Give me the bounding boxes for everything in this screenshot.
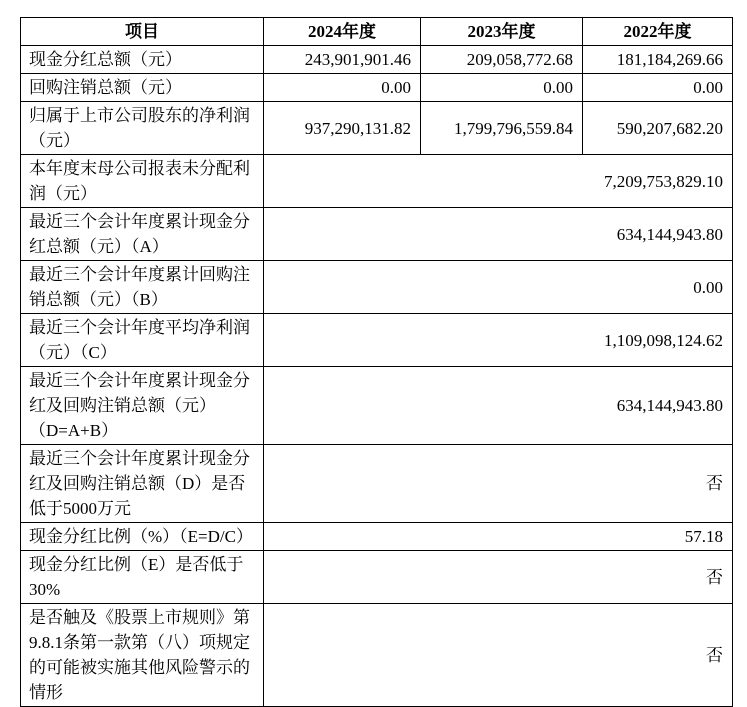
table-row [21,314,733,367]
row-label: 最近三个会计年度累计现金分红及回购注销总额（元）（D=A+B） [21,367,264,445]
cell-value: 0.00 [264,74,421,102]
row-label: 最近三个会计年度累计现金分红总额（元）（A） [21,208,264,261]
table-row [21,523,733,551]
column-header-1: 2024年度 [264,18,421,46]
cell-value-merged: 否 [264,445,733,523]
cell-value-merged: 634,144,943.80 [264,208,733,261]
cell-value: 209,058,772.68 [421,46,583,74]
header-row [21,18,733,46]
cell-value: 590,207,682.20 [583,102,733,155]
cell-value: 0.00 [583,74,733,102]
table-row [21,551,733,604]
dividend-table [20,17,733,707]
row-label: 是否触及《股票上市规则》第9.8.1条第一款第（八）项规定的可能被实施其他风险警示的情形 [21,604,264,707]
row-label: 现金分红总额（元） [21,46,264,74]
table-row [21,604,733,707]
table-row [21,155,733,208]
row-label: 最近三个会计年度累计回购注销总额（元）（B） [21,261,264,314]
table-row [21,102,733,155]
table-row [21,208,733,261]
row-label: 最近三个会计年度累计现金分红及回购注销总额（D）是否低于5000万元 [21,445,264,523]
table-body [21,46,733,707]
cell-value-merged: 1,109,098,124.62 [264,314,733,367]
cell-value: 181,184,269.66 [583,46,733,74]
cell-value: 937,290,131.82 [264,102,421,155]
table-row [21,74,733,102]
table-head [21,18,733,46]
dividend-table-container [20,17,732,707]
row-label: 回购注销总额（元） [21,74,264,102]
column-header-2: 2023年度 [421,18,583,46]
cell-value-merged: 57.18 [264,523,733,551]
table-row [21,367,733,445]
cell-value-merged: 否 [264,604,733,707]
row-label: 归属于上市公司股东的净利润（元） [21,102,264,155]
table-row [21,46,733,74]
row-label: 现金分红比例（E）是否低于30% [21,551,264,604]
cell-value-merged: 7,209,753,829.10 [264,155,733,208]
cell-value-merged: 0.00 [264,261,733,314]
cell-value: 1,799,796,559.84 [421,102,583,155]
row-label: 本年度末母公司报表未分配利润（元） [21,155,264,208]
column-header-3: 2022年度 [583,18,733,46]
cell-value-merged: 634,144,943.80 [264,367,733,445]
table-row [21,445,733,523]
cell-value-merged: 否 [264,551,733,604]
row-label: 现金分红比例（%）（E=D/C） [21,523,264,551]
cell-value: 0.00 [421,74,583,102]
row-label: 最近三个会计年度平均净利润（元）（C） [21,314,264,367]
table-row [21,261,733,314]
cell-value: 243,901,901.46 [264,46,421,74]
column-header-0: 项目 [21,18,264,46]
